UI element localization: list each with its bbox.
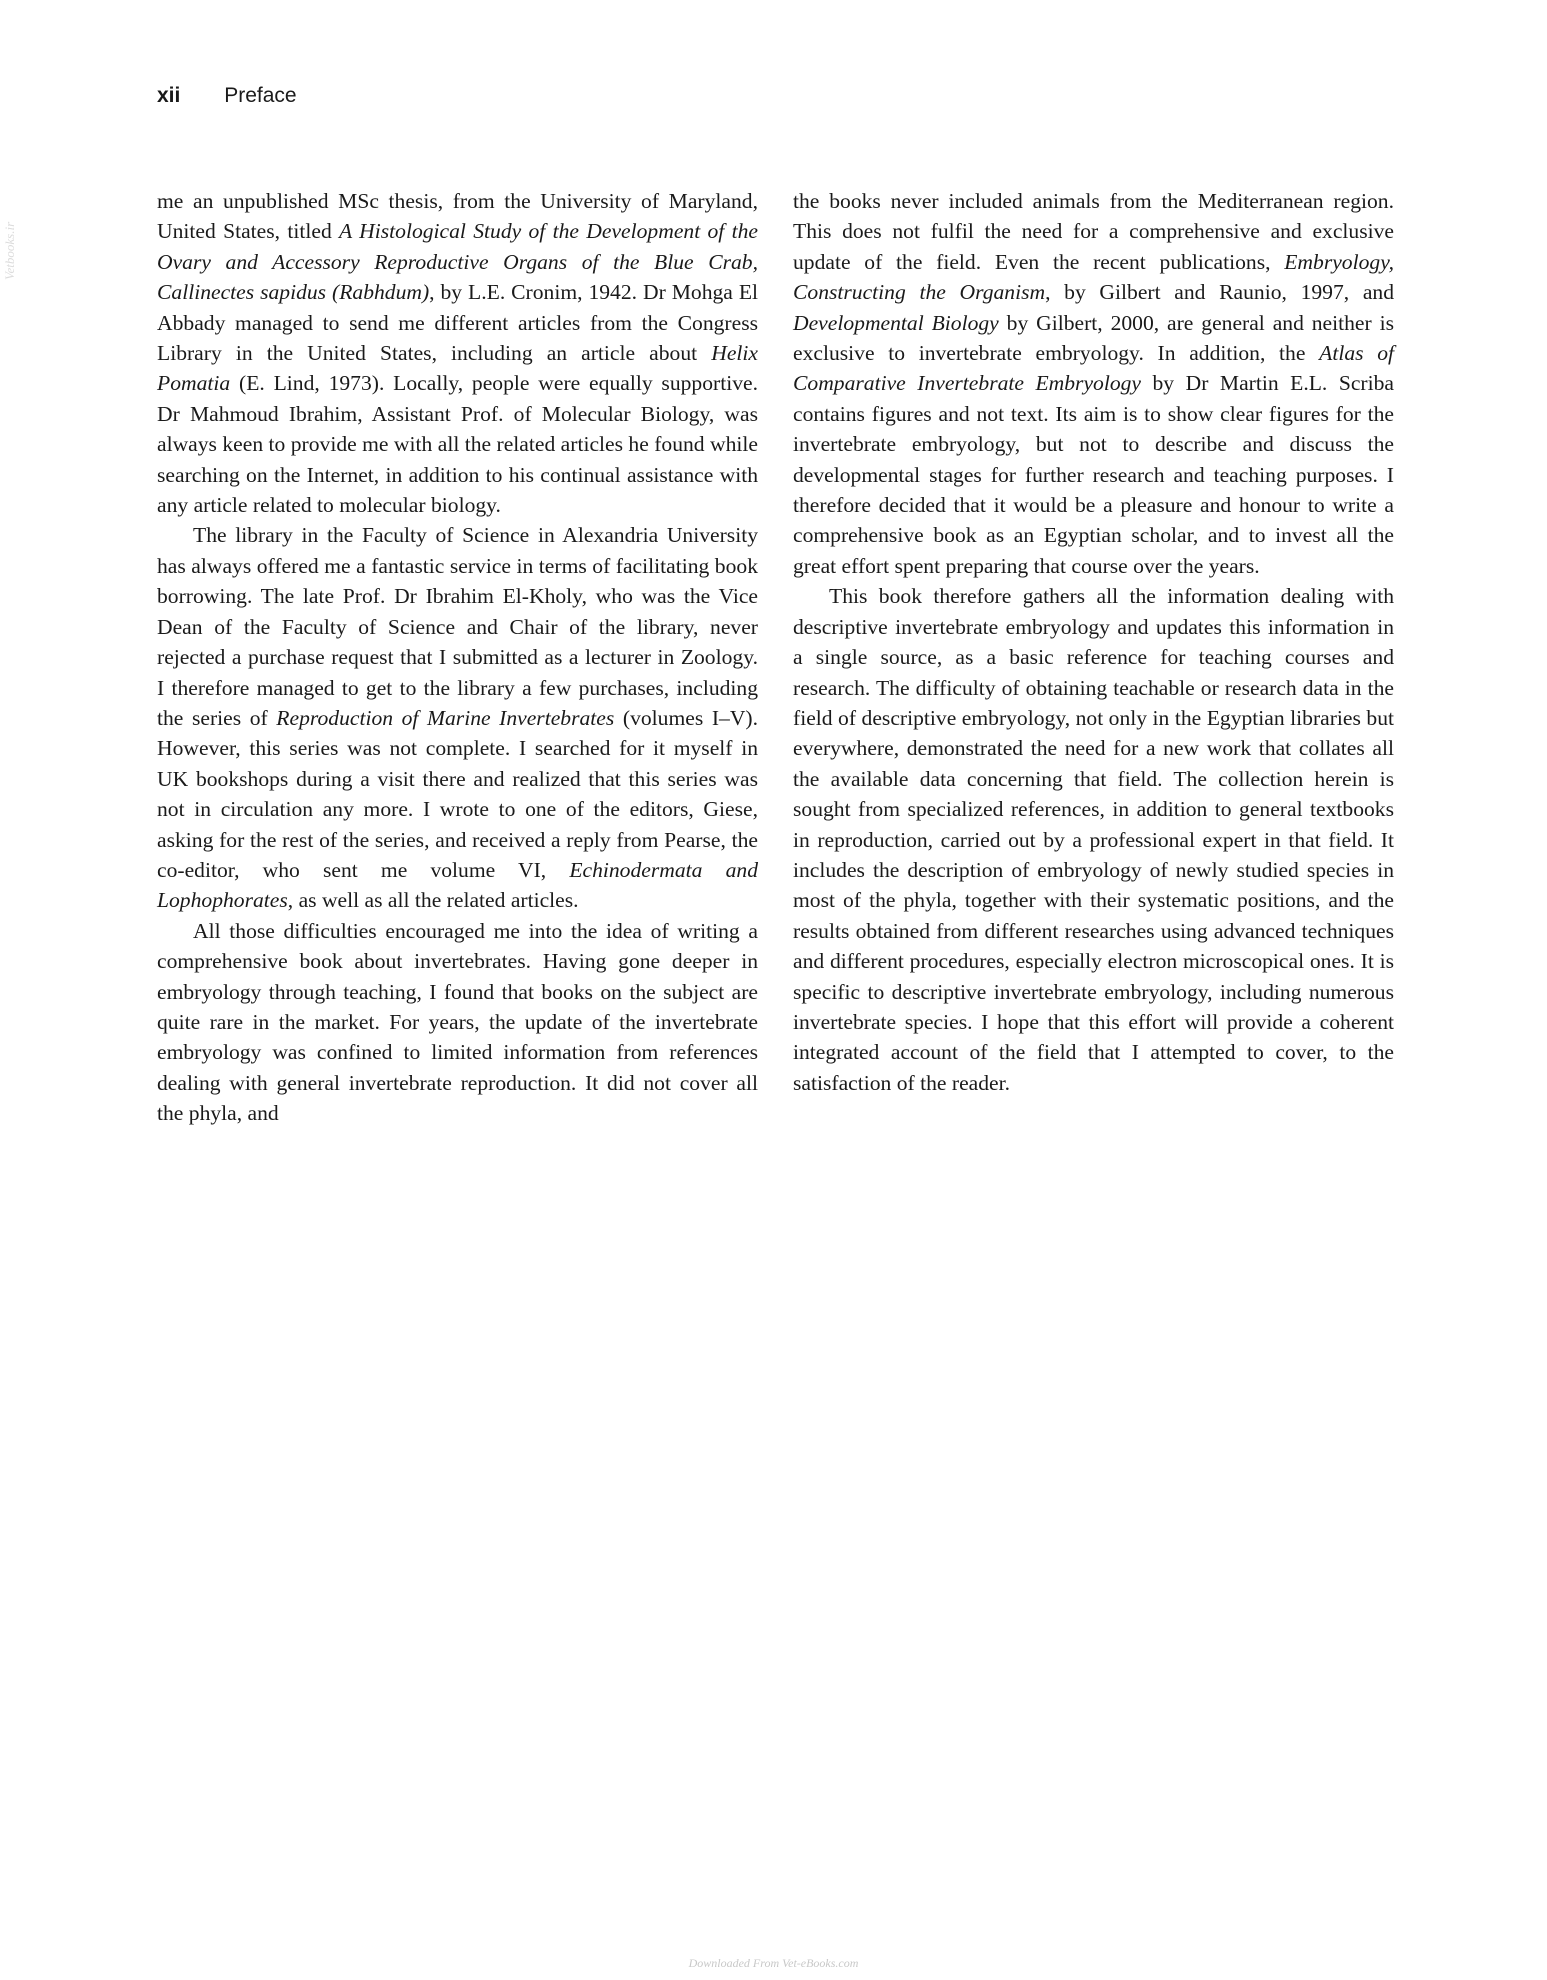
text-run: (E. Lind, 1973). Locally, people were equally supportive. Dr Mahmoud Ibrahim, Assistant Prof. of Molecular Biology, was always keen to provide me with all the related articles he found while searching on the Internet, in addition to his continual assistance with any article related to molecular biology. [157,371,758,518]
section-title: Preface [224,84,297,107]
text-run: the books never included animals from the Mediterranean region. This does not fulfil the need for a comprehensive and exclusive update of the field. Even the recent publications, [793,189,1394,274]
paragraph [157,916,758,1129]
book-title: Embryology, Constructing the Organism [793,249,1394,305]
species-name: Helix Pomatia [157,341,758,396]
thesis-title: A Histological Study of the Development of the Ovary and Accessory Reproductive Organs of the Blue Crab, Callinectes sapidus (Rabhdum) [157,219,758,305]
text-run: me an unpublished MSc thesis, from the University of Maryland, United States, titled [157,189,758,244]
text-run: All those difficulties encouraged me into the idea of writing a comprehensive book about invertebrates. Having gone deeper in embryology through teaching, I found that books on the subject are quite rare in the market. For years, the update of the invertebrate embryology was confined to limited information from references dealing with general invertebrate reproduction. It did not cover all the phyla, and [157,918,758,1126]
text-run: , by L.E. Cronim, 1942. Dr Mohga El Abbady managed to send me different articles from the Congress Library in the United States, including an article about [157,280,759,366]
book-title: Atlas of Comparative Invertebrate Embryology [793,341,1394,396]
series-title: Reproduction of Marine Invertebrates [276,705,615,730]
text-run: , by Gilbert and Raunio, 1997, and [1045,280,1394,305]
left-column [157,186,758,1129]
page-number: xii [157,84,181,107]
volume-title: Echinodermata and Lophophorates [157,857,758,913]
text-run: This book therefore gathers all the information dealing with descriptive invertebrate embryology and updates this information in a single source, as a basic reference for teaching courses and research. The difficulty of obtaining teachable or research data in the field of descriptive embryology, not only in the Egyptian libraries but everywhere, demonstrated the need for a new work that collates all the available data concerning that field. The collection herein is sought from specialized references, in addition to general textbooks in reproduction, carried out by a professional expert in that field. It includes the description of embryology of newly studied species in most of the phyla, together with their systematic positions, and the results obtained from different researches using advanced techniques and different procedures, especially electron microscopical ones. It is specific to descriptive invertebrate embryology, including numerous invertebrate species. I hope that this effort will provide a coherent integrated account of the field that I attempted to cover, to the satisfaction of the reader. [793,584,1394,1095]
text-run: by Dr Martin E.L. Scriba contains figures and not text. Its aim is to show clear figures for the invertebrate embryology, but not to describe and discuss the developmental stages for further research and teaching purposes. I therefore decided that it would be a pleasure and honour to write a comprehensive book as an Egyptian scholar, and to invest all the great effort spent preparing that course over the years. [793,371,1394,578]
text-run: , as well as all the related articles. [287,888,579,913]
text-run: by Gilbert, 2000, are general and neither is exclusive to invertebrate embryology. In addition, the [793,310,1394,366]
paragraph [157,520,758,915]
paragraph [157,186,758,520]
right-column [793,186,1394,1098]
footer-watermark: Downloaded From Vet-eBooks.com [688,1956,859,1970]
text-run: (volumes I–V). However, this series was not complete. I searched for it myself in UK bookshops during a visit there and realized that this series was not in circulation any more. I wrote to one of the editors, Giese, asking for the rest of the series, and received a reply from Pearse, the co-editor, who sent me volume VI, [157,705,759,882]
book-title: Developmental Biology [793,310,999,335]
paragraph [793,581,1394,1098]
text-run: The library in the Faculty of Science in Alexandria University has always offered me a fantastic service in terms of facilitating book borrowing. The late Prof. Dr Ibrahim El-Kholy, who was the Vice Dean of the Faculty of Science and Chair of the library, never rejected a purchase request that I submitted as a lecturer in Zoology. I therefore managed to get to the library a few purchases, including the series of [157,523,758,730]
paragraph [793,186,1394,581]
side-watermark: Vetbooks.ir [2,221,17,280]
running-head [157,84,297,108]
